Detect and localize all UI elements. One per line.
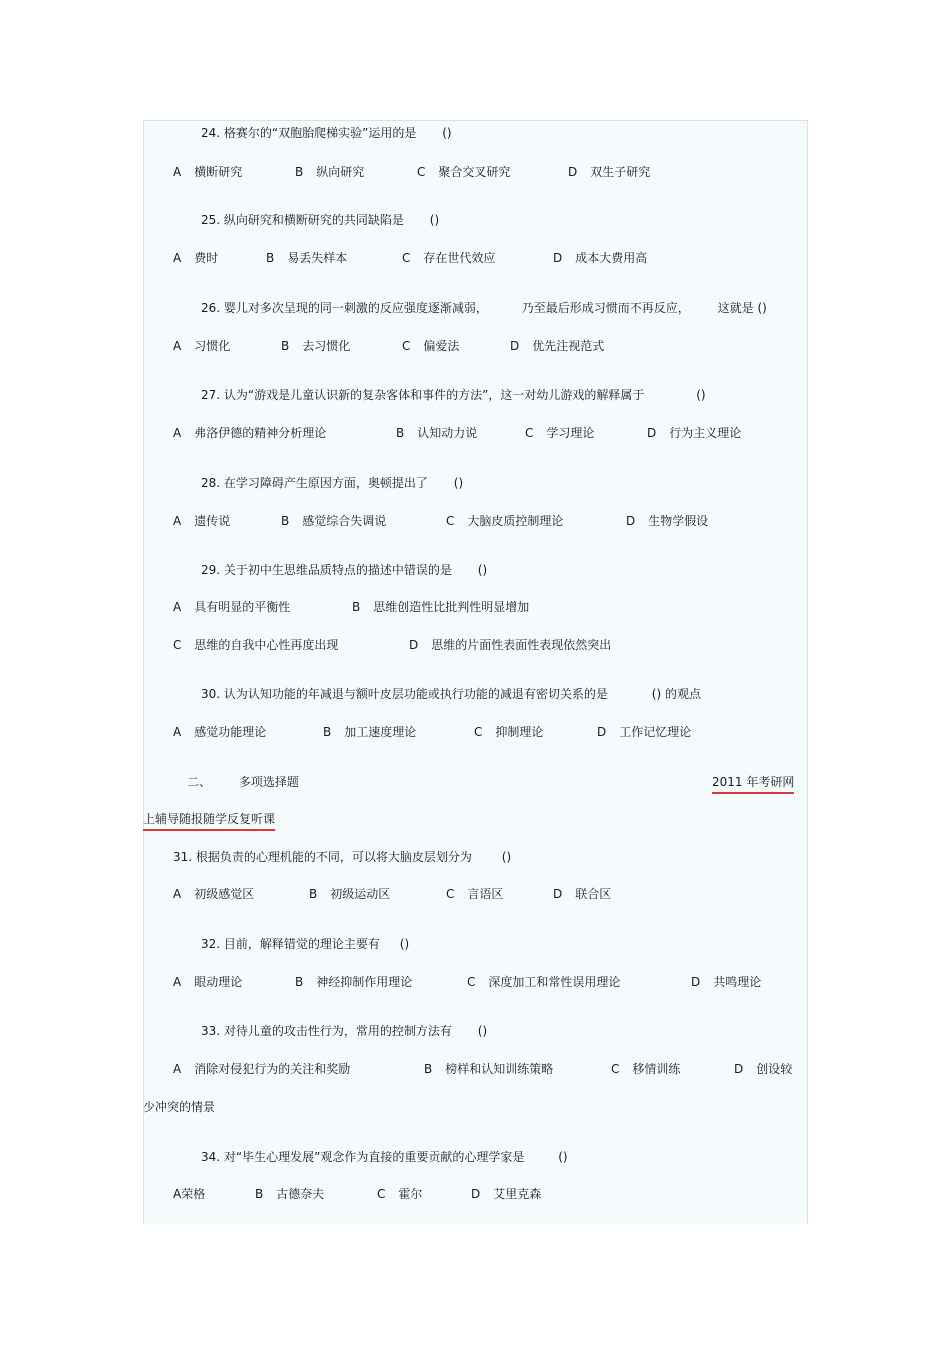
question-number: 26.	[201, 301, 221, 315]
option-a: A 弗洛伊德的精神分析理论	[173, 426, 327, 440]
option-b: B 去习惯化	[281, 339, 351, 353]
option-c: C 存在世代效应	[402, 251, 496, 265]
option-a: A 遗传说	[173, 514, 231, 528]
option-b: B 榜样和认知训练策略	[424, 1062, 554, 1076]
option-d: D 创设较	[734, 1062, 793, 1076]
option-c: C 霍尔	[377, 1187, 423, 1201]
option-a: A 消除对侵犯行为的关注和奖励	[173, 1062, 351, 1076]
question-33	[201, 1023, 487, 1039]
option-c: C 偏爱法	[402, 339, 460, 353]
question-number: 30.	[201, 687, 221, 701]
answer-blank: ()	[429, 213, 440, 227]
ad-year: 2011	[712, 775, 743, 789]
answer-blank: ()	[477, 563, 488, 577]
question-number: 24.	[201, 126, 221, 140]
option-c: C 思维的自我中心性再度出现	[173, 638, 339, 652]
question-34	[201, 1149, 568, 1165]
option-d: D 行为主义理论	[647, 426, 742, 440]
option-c: C 抑制理论	[474, 725, 544, 739]
option-c: C 移情训练	[611, 1062, 681, 1076]
question-28	[201, 475, 463, 491]
option-b: B 加工速度理论	[323, 725, 417, 739]
question-number: 32.	[201, 937, 221, 951]
question-stem: 纵向研究和横断研究的共同缺陷是	[223, 213, 404, 227]
question-stem: 认为“游戏是儿童认识新的复杂客体和事件的方法”，这一对幼儿游戏的解释属于	[223, 388, 645, 402]
option-c: C 深度加工和常性误用理论	[467, 975, 621, 989]
option-b: B 古德奈夫	[255, 1187, 325, 1201]
ad-text: 年考研网	[746, 775, 795, 789]
option-a: A 费时	[173, 251, 219, 265]
option-c: C 学习理论	[525, 426, 595, 440]
question-number: 29.	[201, 563, 221, 577]
question-number: 25.	[201, 213, 221, 227]
question-stem: 根据负责的心理机能的不同，可以将大脑皮层划分为	[195, 850, 472, 864]
answer-blank: ()	[453, 476, 464, 490]
option-c: C 聚合交叉研究	[417, 165, 511, 179]
question-number: 33.	[201, 1024, 221, 1038]
option-d: D 优先注视范式	[510, 339, 605, 353]
ad-link-line2[interactable]: 上辅导随报随学反复听课	[143, 811, 275, 831]
answer-blank: ()	[477, 1024, 488, 1038]
option-a: A 初级感觉区	[173, 887, 255, 901]
option-d: D 思维的片面性表面性表现依然突出	[409, 638, 612, 652]
section-title: 多项选择题	[238, 775, 299, 789]
option-b: B 认知动力说	[396, 426, 478, 440]
option-d-continuation: 少冲突的情景	[143, 1100, 216, 1114]
question-30	[201, 686, 701, 702]
answer-blank: ()	[696, 388, 706, 402]
option-d: D 共鸣理论	[691, 975, 762, 989]
option-a: A荣格	[173, 1187, 206, 1201]
question-number: 34.	[201, 1150, 221, 1164]
question-stem: 对“毕生心理发展”观念作为直接的重要贡献的心理学家是	[223, 1150, 525, 1164]
question-stem: 关于初中生思维品质特点的描述中错误的是	[223, 563, 452, 577]
question-tail: 的观点	[664, 687, 701, 701]
question-stem-part3: 这就是	[717, 301, 754, 315]
ad-link-line1[interactable]	[712, 774, 794, 794]
question-26	[201, 300, 767, 316]
question-number: 27.	[201, 388, 221, 402]
answer-blank: ()	[501, 850, 512, 864]
answer-blank: ()	[442, 126, 452, 140]
question-31	[173, 849, 511, 865]
question-stem: 认为认知功能的年减退与额叶皮层功能或执行功能的减退有密切关系的是	[223, 687, 608, 701]
question-24	[201, 125, 452, 141]
answer-blank: ()	[399, 937, 410, 951]
option-a: A 习惯化	[173, 339, 231, 353]
option-b: B 神经抑制作用理论	[295, 975, 413, 989]
option-a: A 横断研究	[173, 165, 243, 179]
option-c: C 大脑皮质控制理论	[446, 514, 564, 528]
question-stem: 对待儿童的攻击性行为，常用的控制方法有	[223, 1024, 452, 1038]
question-27	[201, 387, 706, 403]
option-b: B 思维创造性比批判性明显增加	[352, 600, 530, 614]
answer-blank: ()	[757, 301, 767, 315]
content-panel	[143, 120, 808, 1224]
section-heading	[187, 774, 299, 790]
question-stem: 格赛尔的“双胞胎爬梯实验”运用的是	[223, 126, 417, 140]
question-stem: 目前，解释错觉的理论主要有	[223, 937, 380, 951]
answer-blank: ()	[651, 687, 662, 701]
option-d: D 生物学假设	[626, 514, 709, 528]
option-a: A 感觉功能理论	[173, 725, 267, 739]
option-d: D 联合区	[553, 887, 612, 901]
question-stem-part2: 乃至最后形成习惯而不再反应，	[521, 301, 690, 315]
option-a: A 眼动理论	[173, 975, 243, 989]
option-d: D 成本大费用高	[553, 251, 648, 265]
option-b: B 初级运动区	[309, 887, 391, 901]
option-d: D 艾里克森	[471, 1187, 542, 1201]
option-c: C 言语区	[446, 887, 504, 901]
option-b: B 感觉综合失调说	[281, 514, 387, 528]
answer-blank: ()	[558, 1150, 568, 1164]
question-29	[201, 562, 487, 578]
question-25	[201, 212, 439, 228]
question-number: 28.	[201, 476, 221, 490]
section-number: 二、	[187, 775, 212, 789]
question-number: 31.	[173, 850, 193, 864]
option-b: B 纵向研究	[295, 165, 365, 179]
question-stem-part1: 婴儿对多次呈现的同一刺激的反应强度逐渐减弱，	[223, 301, 488, 315]
question-32	[201, 936, 409, 952]
option-d: D 工作记忆理论	[597, 725, 692, 739]
option-a: A 具有明显的平衡性	[173, 600, 291, 614]
option-d: D 双生子研究	[568, 165, 651, 179]
question-stem: 在学习障碍产生原因方面，奥顿提出了	[223, 476, 428, 490]
option-b: B 易丢失样本	[266, 251, 348, 265]
